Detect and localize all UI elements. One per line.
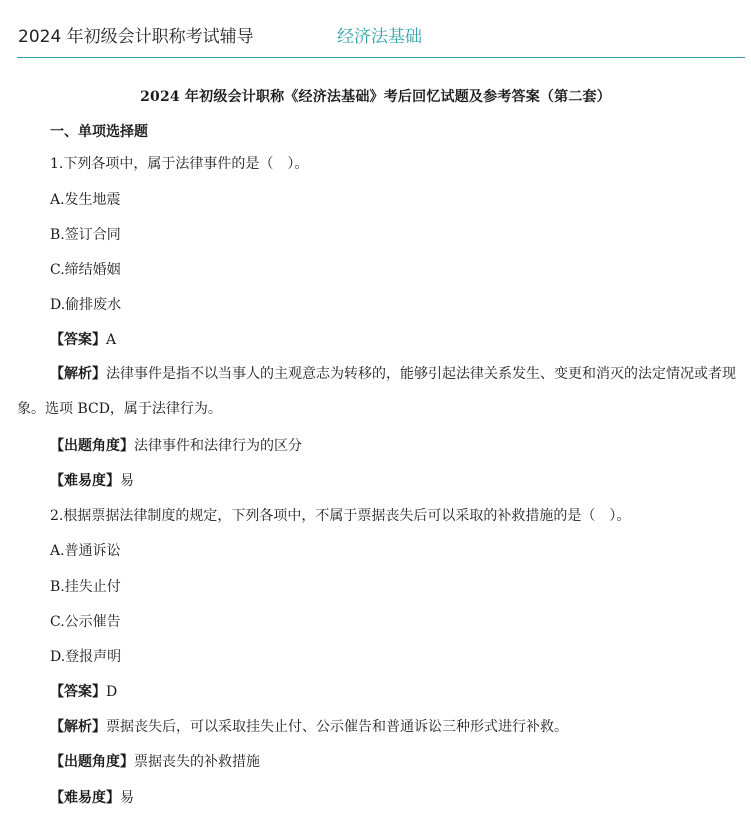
analysis-text: 票据丧失后，可以采取挂失止付、公示催告和普通诉讼三种形式进行补救。 [106, 719, 568, 735]
header-subject-label: 经济法基础 [337, 27, 422, 47]
answer-tag: 【答案】 [50, 332, 106, 348]
difficulty-line [50, 788, 134, 808]
analysis-tag: 【解析】 [50, 719, 106, 735]
difficulty-value: 易 [120, 473, 134, 489]
answer-line [50, 682, 117, 702]
difficulty-value: 易 [120, 790, 134, 806]
difficulty-tag: 【难易度】 [50, 790, 120, 806]
answer-line [50, 330, 116, 350]
header-divider [17, 57, 745, 58]
difficulty-tag: 【难易度】 [50, 473, 120, 489]
angle-text: 票据丧失的补救措施 [134, 754, 260, 770]
angle-line [50, 752, 260, 772]
option-a: A.发生地震 [50, 192, 121, 208]
option-c: C.缔结婚姻 [50, 262, 121, 278]
analysis-paragraph [17, 357, 745, 427]
analysis-line [50, 717, 568, 737]
option-d: D.偷排废水 [50, 297, 122, 313]
angle-line [50, 436, 302, 456]
answer-value: A [106, 332, 117, 348]
option-a: A.普通诉讼 [50, 543, 121, 559]
option-b: B.挂失止付 [50, 579, 121, 595]
question-stem: 1.下列各项中，属于法律事件的是（ ）。 [50, 156, 309, 172]
header-course-title: 2024 年初级会计职称考试辅导 [18, 27, 254, 47]
angle-tag: 【出题角度】 [50, 754, 134, 770]
page-header [0, 0, 751, 60]
document-title: 2024 年初级会计职称《经济法基础》考后回忆试题及参考答案（第二套） [140, 89, 611, 105]
answer-value: D [106, 684, 118, 700]
option-c: C.公示催告 [50, 614, 121, 630]
option-b: B.签订合同 [50, 227, 121, 243]
question-stem: 2.根据票据法律制度的规定，下列各项中，不属于票据丧失后可以采取的补救措施的是（ ）。 [50, 508, 631, 524]
angle-tag: 【出题角度】 [50, 438, 134, 454]
option-d: D.登报声明 [50, 649, 122, 665]
analysis-tag: 【解析】 [50, 366, 106, 382]
analysis-text: 法律事件是指不以当事人的主观意志为转移的，能够引起法律关系发生、变更和消灭的法定情况或者现象。选项 BCD，属于法律行为。 [17, 366, 736, 417]
angle-text: 法律事件和法律行为的区分 [134, 438, 302, 454]
section-title: 一、单项选择题 [50, 124, 148, 140]
difficulty-line [50, 471, 134, 491]
answer-tag: 【答案】 [50, 684, 106, 700]
